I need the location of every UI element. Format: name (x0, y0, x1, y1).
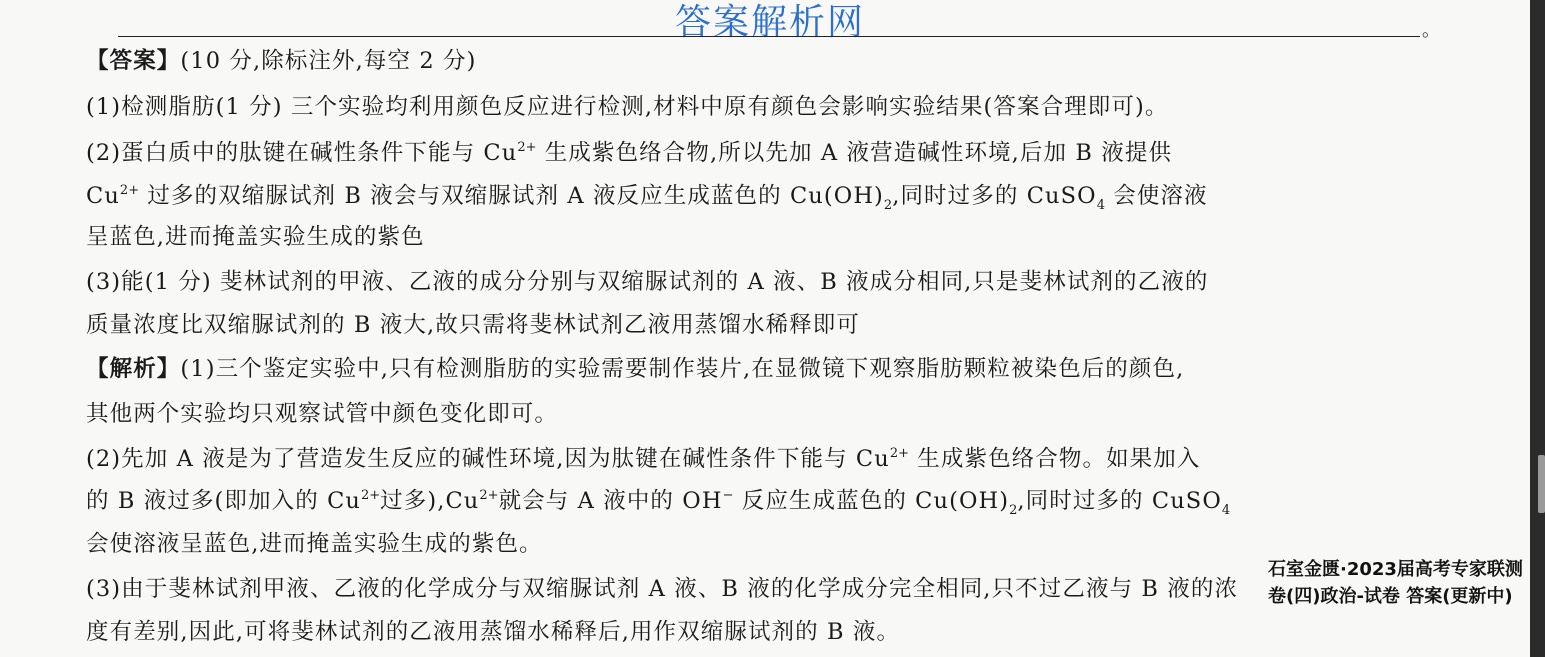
subscript: 2 (883, 198, 893, 213)
text-run: 就会与 A 液中的 OH (498, 488, 723, 514)
analysis-line-3 (86, 448, 1200, 471)
answer-line-5: (3)能(1 分) 斐林试剂的甲液、乙液的成分分别与双缩脲试剂的 A 液、B 液成分相同,只是斐林试剂的乙液的 (86, 269, 1209, 295)
superscript: 2+ (889, 446, 910, 461)
text-run: 的 B 液过多(即加入的 Cu (86, 488, 361, 514)
subscript: 2 (1009, 503, 1018, 518)
answer-line-3 (86, 183, 1208, 213)
analysis-line-7: 度有差别,因此,可将斐林试剂的乙液用蒸馏水稀释后,用作双缩脲试剂的 B 液。 (86, 619, 901, 645)
answer-line-6: 质量浓度比双缩脲试剂的 B 液大,故只需将斐林试剂乙液用蒸馏水稀释即可 (86, 312, 860, 338)
text-run: 会使溶液 (1104, 183, 1208, 209)
analysis-line-5: 会使溶液呈蓝色,进而掩盖实验生成的紫色。 (86, 531, 543, 557)
analysis-tag: 【解析】 (86, 356, 181, 382)
answer-line-4: 呈蓝色,进而掩盖实验生成的紫色 (86, 224, 425, 250)
superscript: 2+ (479, 488, 499, 503)
analysis-line-6: (3)由于斐林试剂甲液、乙液的化学成分与双缩脲试剂 A 液、B 液的化学成分完全相同,只不过乙液与 B 液的浓 (86, 576, 1239, 602)
superscript: − (722, 488, 734, 503)
text-run: 生成紫色络合物,所以先加 A 液营造碱性环境,后加 B 液提供 (536, 140, 1173, 166)
text-run: (1)三个鉴定实验中,只有检测脂肪的实验需要制作装片,在显微镜下观察脂肪颗粒被染色后的颜色, (180, 356, 1185, 382)
analysis-line-4 (86, 488, 1231, 518)
text-run: 生成紫色络合物。如果加入 (909, 446, 1201, 472)
text-run: 过多),Cu (380, 488, 480, 514)
subscript: 4 (1096, 198, 1105, 213)
header-rule (118, 36, 1420, 37)
watermark-logo: 答案解析网 (675, 2, 866, 43)
window-edge (1530, 0, 1545, 657)
superscript: 2+ (517, 140, 537, 155)
text-run: Cu (86, 183, 120, 209)
header-period: 。 (1422, 20, 1440, 41)
text-run: 过多的双缩脲试剂 B 液会与双缩脲试剂 A 液反应生成蓝色的 Cu(OH) (139, 183, 884, 209)
answer-line-2 (86, 142, 1172, 165)
caption-overlay: 石室金匮·2023届高考专家联测卷(四)政治-试卷 答案(更新中) (1268, 559, 1523, 607)
superscript: 2+ (119, 183, 140, 198)
text-run: (2)先加 A 液是为了营造发生反应的碱性环境,因为肽键在碱性条件下能与 Cu (86, 446, 890, 472)
answer-header: (10 分,除标注外,每空 2 分) (180, 48, 477, 74)
analysis-line-2: 其他两个实验均只观察试管中颜色变化即可。 (86, 401, 559, 427)
text-run: ,同时过多的 CuSO (892, 183, 1097, 209)
subscript: 4 (1221, 503, 1231, 518)
text-run: (2)蛋白质中的肽键在碱性条件下能与 Cu (86, 140, 518, 166)
text-run: ,同时过多的 CuSO (1017, 488, 1222, 514)
scroll-handle[interactable] (1538, 455, 1545, 513)
superscript: 2+ (360, 488, 381, 503)
answer-tag: 【答案】 (86, 48, 181, 74)
analysis-line-1 (86, 358, 1184, 381)
answer-line-1: (1)检测脂肪(1 分) 三个实验均利用颜色反应进行检测,材料中原有颜色会影响实验结果(答案合理即可)。 (86, 94, 1169, 120)
answer-header-line (86, 50, 476, 73)
text-run: 反应生成蓝色的 Cu(OH) (733, 488, 1010, 514)
